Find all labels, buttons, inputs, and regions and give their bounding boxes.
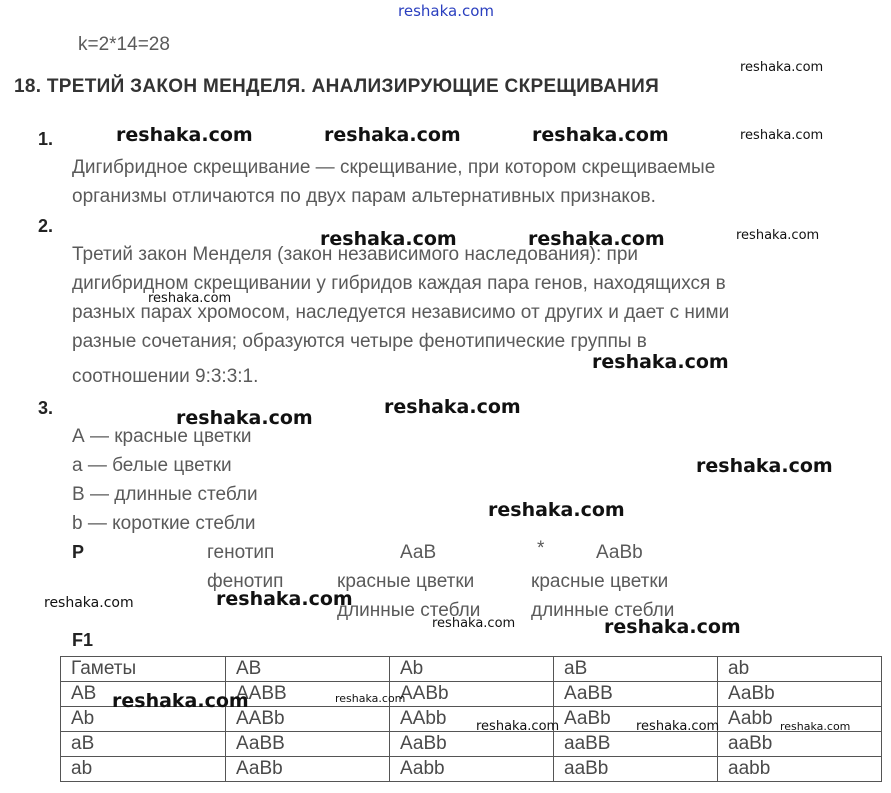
item-number: 3. — [38, 398, 54, 418]
item-2-line: разные сочетания; образуются четыре фенотипические группы в — [72, 331, 647, 352]
parent2-phenotype: длинные стебли — [531, 600, 675, 621]
table-cell: АаВВ — [226, 732, 390, 757]
table-cell: ААВb — [390, 682, 554, 707]
item-1-line: Дигибридное скрещивание — скрещивание, при котором скрещиваемые — [72, 157, 716, 178]
table-cell: аВ — [554, 657, 718, 682]
table-cell: ааВВ — [554, 732, 718, 757]
watermark: reshaka.com — [148, 291, 232, 306]
item-number: 2. — [38, 216, 54, 236]
formula-text: k=2*14=28 — [78, 34, 170, 55]
watermark: reshaka.com — [696, 455, 833, 477]
genotype-label: генотип — [207, 542, 275, 563]
table-cell: Аb — [390, 657, 554, 682]
watermark: reshaka.com — [320, 228, 457, 250]
f1-label: F1 — [72, 630, 94, 650]
table-cell: АаВb — [226, 757, 390, 782]
allele-line: b — короткие стебли — [72, 513, 256, 534]
item-1-line: организмы отличаются по двух парам альтернативных признаков. — [72, 186, 656, 207]
times-sign: * — [537, 538, 545, 559]
parent1-phenotype: длинные стебли — [337, 600, 481, 621]
item-2-line: дигибридном скрещивании у гибридов каждая пара генов, находящихся в — [72, 273, 726, 294]
watermark: reshaka.com — [432, 616, 516, 631]
table-cell: ab — [718, 657, 882, 682]
table-cell: АаВb — [390, 732, 554, 757]
table-cell: Ааbb — [390, 757, 554, 782]
table-cell: ab — [61, 757, 226, 782]
parent1-phenotype: красные цветки — [337, 571, 475, 592]
table-cell: АаВb — [554, 707, 718, 732]
table-cell: АаВb — [718, 682, 882, 707]
table-cell: Гаметы — [61, 657, 226, 682]
section-heading: 18. ТРЕТИЙ ЗАКОН МЕНДЕЛЯ. АНАЛИЗИРУЮЩИЕ СКРЕЩИВАНИЯ — [14, 76, 660, 97]
allele-line: А — красные цветки — [72, 426, 252, 447]
punnett-square — [60, 656, 882, 782]
table-cell: ааВb — [554, 757, 718, 782]
watermark: reshaka.com — [44, 595, 134, 611]
table-cell: ааВb — [718, 732, 882, 757]
phenotype-label: фенотип — [207, 571, 284, 592]
watermark: reshaka.com — [112, 690, 249, 712]
table-cell: Аb — [61, 707, 226, 732]
table-cell: ААbb — [390, 707, 554, 732]
table-header-row — [61, 657, 882, 682]
table-cell: АВ — [61, 682, 226, 707]
watermark: reshaka.com — [528, 228, 665, 250]
watermark: reshaka.com — [335, 692, 406, 705]
allele-line: В — длинные стебли — [72, 484, 258, 505]
table-cell: ААВb — [226, 707, 390, 732]
watermark: reshaka.com — [216, 588, 353, 610]
allele-line: а — белые цветки — [72, 455, 232, 476]
watermark: reshaka.com — [176, 407, 313, 429]
table-cell: ааbb — [718, 757, 882, 782]
table-row — [61, 757, 882, 782]
item-number: 1. — [38, 129, 54, 149]
parent2-phenotype: красные цветки — [531, 571, 669, 592]
parent1-genotype: АаВ — [400, 542, 437, 563]
table-cell: АаВВ — [554, 682, 718, 707]
watermark: reshaka.com — [532, 124, 669, 146]
watermark: reshaka.com — [488, 499, 625, 521]
watermark-top: reshaka.com — [398, 2, 494, 20]
item-2-line: соотношении 9:3:3:1. — [72, 366, 259, 387]
watermark: reshaka.com — [384, 396, 521, 418]
table-cell: АВ — [226, 657, 390, 682]
watermark: reshaka.com — [592, 351, 729, 373]
watermark: reshaka.com — [780, 720, 851, 733]
table-cell: Ааbb — [718, 707, 882, 732]
watermark: reshaka.com — [740, 60, 824, 75]
item-2-line: Третий закон Менделя (закон независимого наследования): при — [72, 244, 639, 265]
table-cell: ААВВ — [226, 682, 390, 707]
watermark: reshaka.com — [636, 719, 720, 734]
table-cell: аВ — [61, 732, 226, 757]
item-2-line: разных парах хромосом, наследуется независимо от других и дает с ними — [72, 302, 730, 323]
watermark: reshaka.com — [736, 228, 820, 243]
table-row — [61, 732, 882, 757]
watermark: reshaka.com — [604, 616, 741, 638]
p-label: P — [72, 542, 85, 562]
watermark: reshaka.com — [476, 719, 560, 734]
watermark: reshaka.com — [740, 128, 824, 143]
watermark: reshaka.com — [324, 124, 461, 146]
watermark: reshaka.com — [116, 124, 253, 146]
parent2-genotype: АаВb — [596, 542, 643, 563]
